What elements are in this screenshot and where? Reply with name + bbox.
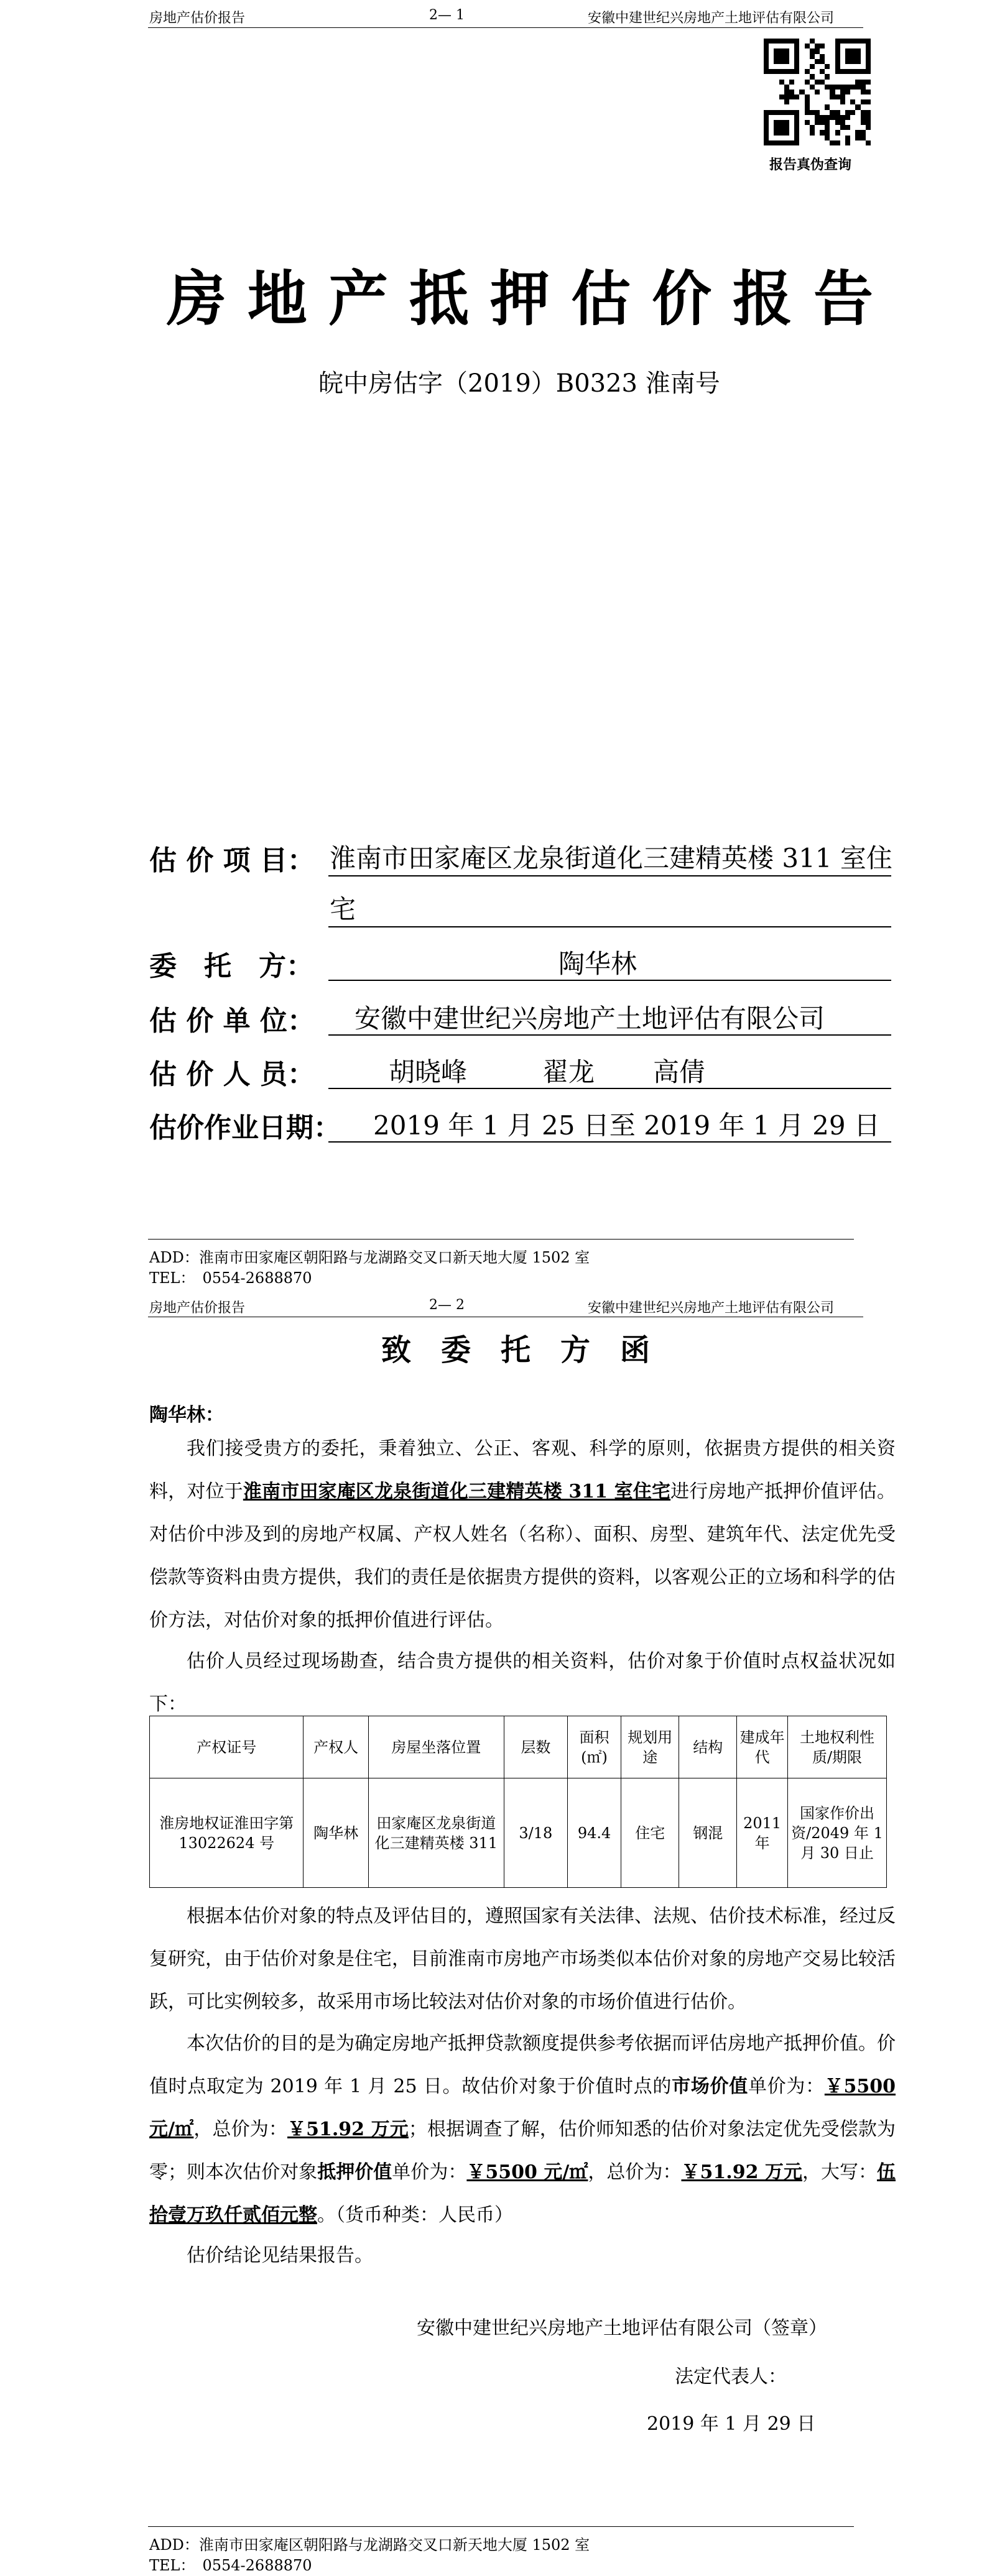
signature-date: 2019 年 1 月 29 日 <box>647 2413 816 2435</box>
th-cert-no: 产权证号 <box>150 1716 304 1778</box>
table-row <box>150 1778 887 1888</box>
appraiser-label: 估 价 人 员： <box>149 1059 315 1090</box>
th-built-year: 建成年代 <box>737 1716 788 1778</box>
date-value: 2019 年 1 月 25 日至 2019 年 1 月 29 日 <box>373 1110 880 1141</box>
paragraph-3: 根据本估价对象的特点及评估目的，遵照国家有关法律、法规、估价技术标准，经过反复研究，由于估价对象是住宅，目前淮南市房地产市场类似本估价对象的房地产交易比较活跃，可比实例较多，故采用市场比较法对估价对象的市场价值进行估价。 <box>149 1905 896 2013</box>
page-title: 房地产抵押估价报告 <box>167 264 894 334</box>
header-page-number: 2— 2 <box>429 1297 465 1313</box>
project-value-line2: 宅 <box>330 894 356 924</box>
td-usage: 住宅 <box>621 1778 679 1888</box>
mortgage-unit-price: ￥5500 元/㎡ <box>466 2161 588 2183</box>
client-label: 委 托 方： <box>149 950 313 982</box>
td-built-year: 2011 年 <box>737 1778 788 1888</box>
para4-text-m: ，大写： <box>802 2161 878 2183</box>
para4-text-g: ；根据调查了解，估价师知悉的估价对象法定优先受偿款为零；则本次估价对象 <box>149 2118 896 2183</box>
salutation: 陶华林： <box>149 1404 224 1426</box>
para4-text-k: ，总价为： <box>588 2161 682 2183</box>
header-rule <box>148 27 863 28</box>
property-table <box>149 1716 887 1888</box>
th-floors: 层数 <box>504 1716 567 1778</box>
header-left: 房地产估价报告 <box>149 11 246 26</box>
signature-company: 安徽中建世纪兴房地产土地评估有限公司（签章） <box>417 2317 827 2339</box>
letter-title: 致 委 托 方 函 <box>381 1333 651 1368</box>
header-page-number: 2— 1 <box>429 7 465 23</box>
para1-text-a: 我们接受贵方的委托，秉着独立、公正、客观、科学的原则，依据贵方提供的相关资料，对位于 <box>149 1438 896 1502</box>
appraiser-underline <box>328 1088 891 1089</box>
footer-tel: TEL： 0554-2688870 <box>149 2557 312 2574</box>
td-location: 田家庵区龙泉街道化三建精英楼 311 <box>368 1778 504 1888</box>
td-cert-no: 淮房地权证淮田字第 13022624 号 <box>150 1778 304 1888</box>
header-right: 安徽中建世纪兴房地产土地评估有限公司 <box>588 1300 835 1316</box>
para1-text-c: 进行房地产抵押价值评估。对估价中涉及到的房地产权属、产权人姓名（名称）、面积、房型、建筑年代、法定优先受偿款等资料由贵方提供，我们的责任是依据贵方提供的资料，以客观公正的立场和科学的估价方法，对估价对象的抵押价值进行评估。 <box>149 1481 896 1631</box>
client-value: 陶华林 <box>558 949 637 979</box>
date-underline <box>328 1141 891 1143</box>
qr-caption: 报告真伪查询 <box>769 157 852 173</box>
qr-code-icon[interactable] <box>764 39 871 145</box>
mortgage-value-label: 抵押价值 <box>317 2161 392 2183</box>
project-underline-1 <box>328 875 891 876</box>
market-unit-price: ￥5500 元/㎡ <box>149 2076 896 2140</box>
amount-in-words: 伍拾壹万玖仟贰佰元整 <box>149 2161 896 2226</box>
table-header-row <box>150 1716 887 1778</box>
para4-text-i: 单价为： <box>392 2161 467 2183</box>
td-structure: 钢混 <box>679 1778 737 1888</box>
para4-text-a: 本次估价的目的是为确定房地产抵押贷款额度提供参考依据而评估房地产抵押价值。价值时点取定为 2019 年 1 月 25 日。故估价对象于价值时点的 <box>149 2033 896 2097</box>
market-value-label: 市场价值 <box>672 2076 748 2097</box>
paragraph-1 <box>149 1427 896 1642</box>
project-underline-2 <box>328 926 891 927</box>
td-owner: 陶华林 <box>304 1778 368 1888</box>
project-value-line1: 淮南市田家庵区龙泉街道化三建精英楼 311 室住 <box>330 843 892 873</box>
th-location: 房屋坐落位置 <box>368 1716 504 1778</box>
appraiser-name-3: 高倩 <box>653 1057 706 1087</box>
th-owner: 产权人 <box>304 1716 368 1778</box>
td-floors: 3/18 <box>504 1778 567 1888</box>
th-area: 面积(㎡) <box>567 1716 621 1778</box>
td-land-right: 国家作价出资/2049 年 1 月 30 日止 <box>788 1778 887 1888</box>
report-number: 皖中房估字（2019）B0323 淮南号 <box>318 369 720 398</box>
org-value: 安徽中建世纪兴房地产土地评估有限公司 <box>354 1003 825 1034</box>
footer-tel: TEL： 0554-2688870 <box>149 1269 312 1287</box>
footer-rule <box>148 1239 854 1240</box>
appraiser-name-1: 胡晓峰 <box>389 1057 468 1087</box>
project-label: 估 价 项 目： <box>149 845 315 876</box>
para4-text-c: 单价为： <box>748 2076 825 2097</box>
appraiser-name-2: 翟龙 <box>542 1057 595 1087</box>
th-land-right: 土地权利性质/期限 <box>788 1716 887 1778</box>
header-left: 房地产估价报告 <box>149 1300 246 1316</box>
para4-text-e: ，总价为： <box>193 2118 287 2140</box>
footer-address: ADD：淮南市田家庵区朝阳路与龙湖路交叉口新天地大厦 1502 室 <box>149 1249 590 1266</box>
td-area: 94.4 <box>567 1778 621 1888</box>
header-right: 安徽中建世纪兴房地产土地评估有限公司 <box>588 11 835 26</box>
org-underline <box>328 1034 891 1036</box>
mortgage-total-price: ￥51.92 万元 <box>681 2161 802 2183</box>
para1-address: 淮南市田家庵区龙泉街道化三建精英楼 311 室住宅 <box>243 1481 671 1502</box>
paragraph-2: 估价人员经过现场勘查，结合贵方提供的相关资料，估价对象于价值时点权益状况如下： <box>149 1650 896 1715</box>
paragraph-4 <box>149 2022 896 2237</box>
paragraph-5: 估价结论见结果报告。 <box>187 2245 373 2266</box>
market-total-price: ￥51.92 万元 <box>287 2118 409 2140</box>
date-label: 估价作业日期： <box>149 1112 341 1144</box>
para4-text-o: 。（货币种类：人民币） <box>317 2204 513 2226</box>
client-underline <box>328 980 891 981</box>
th-usage: 规划用途 <box>621 1716 679 1778</box>
footer-address: ADD：淮南市田家庵区朝阳路与龙湖路交叉口新天地大厦 1502 室 <box>149 2536 590 2554</box>
signature-legal-rep: 法定代表人： <box>675 2366 787 2388</box>
org-label: 估 价 单 位： <box>149 1005 315 1037</box>
footer-rule <box>148 2526 854 2527</box>
th-structure: 结构 <box>679 1716 737 1778</box>
